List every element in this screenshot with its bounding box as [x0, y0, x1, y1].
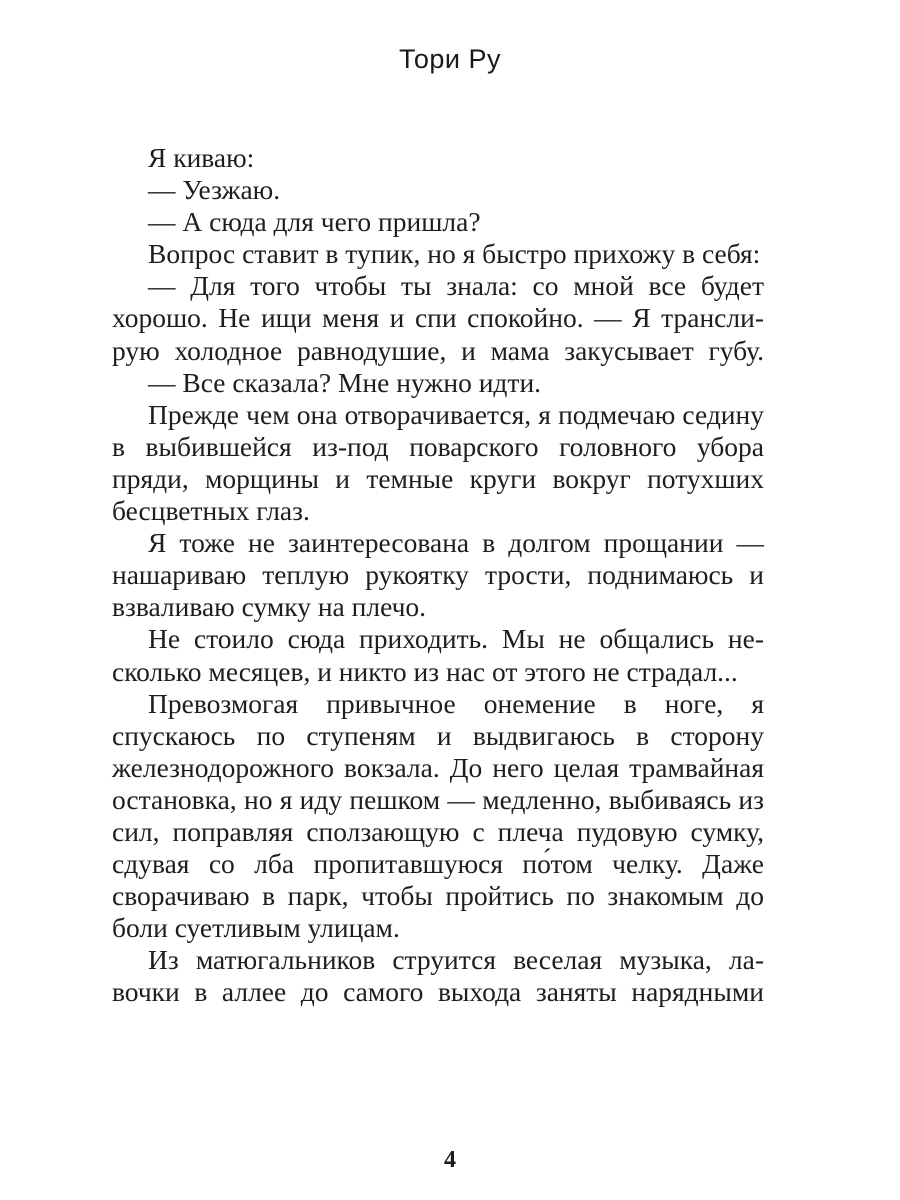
paragraph-10: Превозмогая привычное онемение в ноге, я спускаюсь по ступеням и выдвигаюсь в сторону железнодорожного вокзала. До него целая трамвайная остановка, но я иду пешком — медленно, выбиваясь из сил, поправляя сползающую с плеча пудовую сумку, сдувая со лба пропитавшуюся по́том челку. Даже сворачиваю в парк, чтобы пройтись по знакомым до боли суетливым улицам.	[112, 687, 764, 944]
paragraph-2: — Уезжаю.	[148, 174, 281, 206]
paragraph-4: Вопрос ставит в тупик, но я быстро прихожу в себя:	[148, 238, 761, 270]
paragraph-3: — А сюда для чего пришла?	[148, 206, 481, 238]
paragraph-6: — Все сказала? Мне нужно идти.	[148, 366, 542, 398]
paragraph-1: Я киваю:	[148, 142, 255, 173]
running-head-author: Тори Ру	[398, 44, 501, 74]
paragraph-5: — Для того чтобы ты знала: со мной все будет хорошо. Не ищи меня и спи спокойно. — Я транслирую холодное равнодушие, и мама закусывает губу.	[112, 270, 764, 366]
paragraph-9: Не стоило сюда приходить. Мы не общались несколько месяцев, и никто из нас от этого не страдал...	[112, 623, 764, 687]
paragraph-7: Прежде чем она отворачивается, я подмечаю седину в выбившейся из-под поварского головного убора пряди, морщины и темные круги вокруг потухших бесцветных глаз.	[112, 398, 764, 527]
body-text	[112, 142, 764, 1009]
page-number: 4	[444, 1147, 456, 1173]
paragraph-11: Из матюгальников струится веселая музыка, лавочки в аллее до самого выхода заняты нарядными	[112, 944, 764, 1008]
paragraph-8: Я тоже не заинтересована в долгом прощании — нашариваю теплую рукоятку трости, поднимаюсь и взваливаю сумку на плечо.	[112, 527, 764, 623]
